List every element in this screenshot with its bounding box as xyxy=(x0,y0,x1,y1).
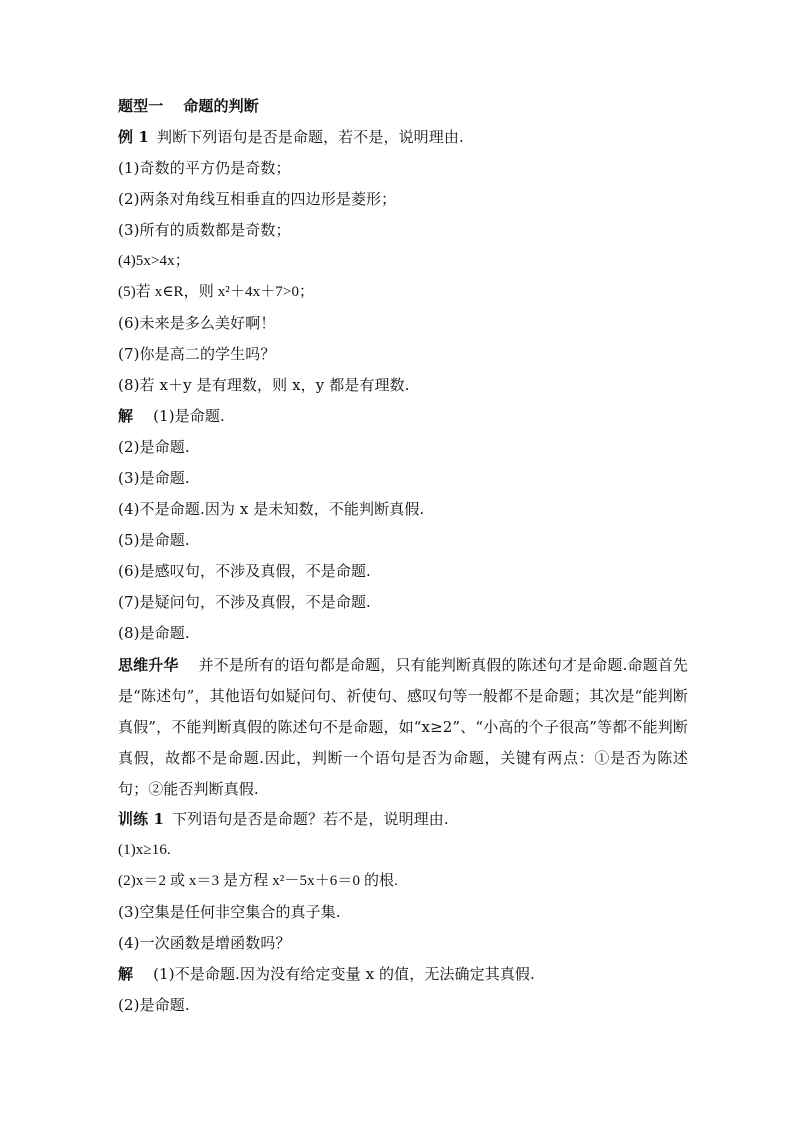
training-solution-first-line xyxy=(118,964,688,984)
training-item-1: (1)x≥16. xyxy=(118,842,171,858)
insight-text: 并不是所有的语句都是命题，只有能判断真假的陈述句才是命题.命题首先是“陈述句”，其他语句如疑问句、祈使句、感叹句等一般都不是命题；其次是“能判断真假”，不能判断真假的陈述句不是命题，如“x≥2”、“小高的个子很高”等都不能判断真假，故都不是命题.因此，判断一个语句是否为命题，关键有两点：①是否为陈述句；②能否判断真假. xyxy=(118,656,689,798)
solution-item-2: (2)是命题. xyxy=(118,438,190,456)
solution-item-5: (5)是命题. xyxy=(118,531,190,549)
example-prompt: 判断下列语句是否是命题，若不是，说明理由. xyxy=(156,128,464,146)
solution-label: 解 xyxy=(118,407,134,425)
training-prompt: 下列语句是否是命题？若不是，说明理由. xyxy=(172,810,449,828)
solution-first-line xyxy=(118,406,688,426)
section-label: 题型一 xyxy=(118,97,164,115)
example-item-4: (4)5x>4x； xyxy=(118,253,190,269)
training-heading xyxy=(118,809,688,829)
example-item-1: (1)奇数的平方仍是奇数； xyxy=(118,159,291,177)
solution-item-1: (1)是命题. xyxy=(153,407,225,425)
insight-label: 思维升华 xyxy=(118,656,179,674)
solution-item-6: (6)是感叹句，不涉及真假，不是命题. xyxy=(118,562,371,580)
section-title: 命题的判断 xyxy=(183,97,259,115)
training-item-4: (4)一次函数是增函数吗？ xyxy=(118,934,291,952)
solution-item-4: (4)不是命题.因为 x 是未知数，不能判断真假. xyxy=(118,500,425,518)
insight-paragraph xyxy=(118,650,688,805)
example-item-8: (8)若 x＋y 是有理数，则 x，y 都是有理数. xyxy=(118,376,410,394)
example-item-6: (6)未来是多么美好啊！ xyxy=(118,314,276,332)
training-item-2: (2)x＝2 或 x＝3 是方程 x²－5x＋6＝0 的根. xyxy=(118,873,398,889)
section-heading xyxy=(118,96,688,116)
training-solution-item-1: (1)不是命题.因为没有给定变量 x 的值，无法确定其真假. xyxy=(153,965,535,983)
training-solution-item-2: (2)是命题. xyxy=(118,996,190,1014)
training-item-3: (3)空集是任何非空集合的真子集. xyxy=(118,903,341,921)
solution-item-8: (8)是命题. xyxy=(118,624,190,642)
example-item-7: (7)你是高二的学生吗？ xyxy=(118,345,276,363)
example-item-3: (3)所有的质数都是奇数； xyxy=(118,221,291,239)
example-item-2: (2)两条对角线互相垂直的四边形是菱形； xyxy=(118,190,397,208)
solution-item-7: (7)是疑问句，不涉及真假，不是命题. xyxy=(118,593,371,611)
training-solution-label: 解 xyxy=(118,965,134,983)
training-label: 训练 1 xyxy=(118,810,165,828)
example-heading xyxy=(118,127,688,147)
example-item-5: (5)若 x∈R，则 x²＋4x＋7>0； xyxy=(118,284,315,300)
example-label: 例 1 xyxy=(118,128,149,146)
solution-item-3: (3)是命题. xyxy=(118,469,190,487)
